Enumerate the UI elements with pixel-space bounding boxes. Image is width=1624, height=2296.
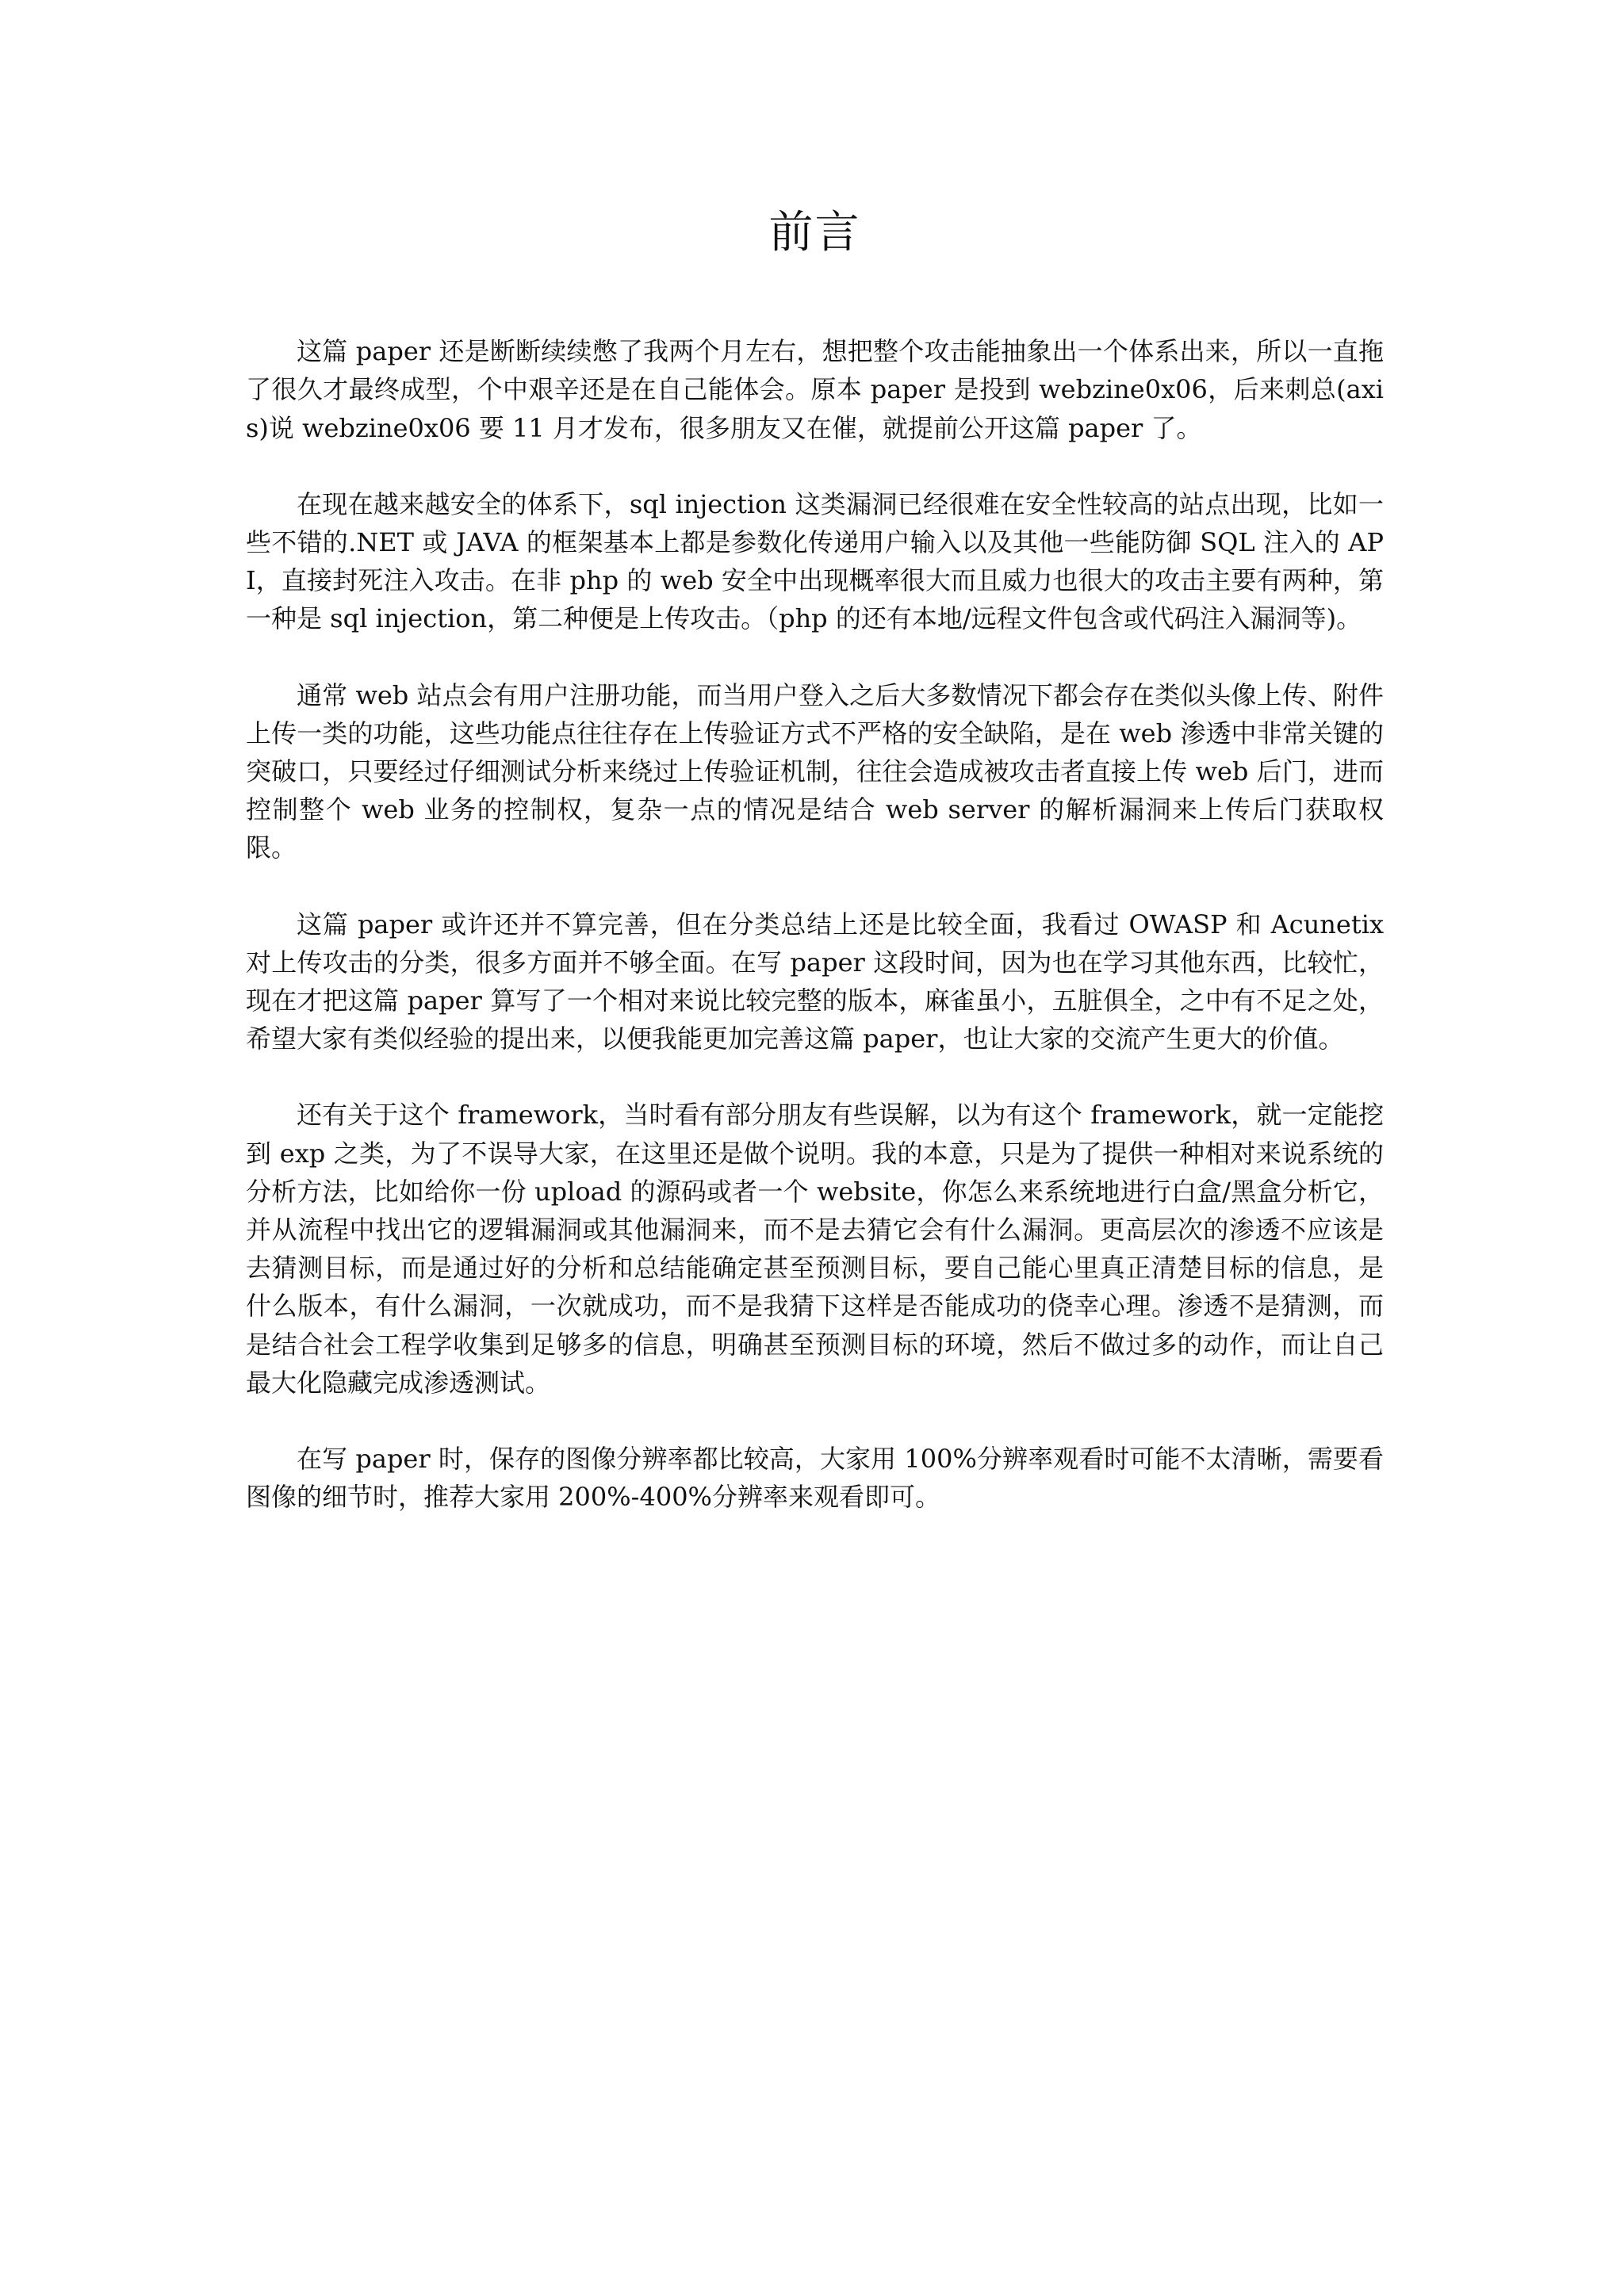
paragraph-3: 通常 web 站点会有用户注册功能，而当用户登入之后大多数情况下都会存在类似头像上传、附件上传一类的功能，这些功能点往往存在上传验证方式不严格的安全缺陷，是在 web 渗透中非常关键的突破口，只要经过仔细测试分析来绕过上传验证机制，往往会造成被攻击者直接上传 web 后门，进而控制整个 web 业务的控制权，复杂一点的情况是结合 web server 的解析漏洞来上传后门获取权限。: [246, 679, 1384, 863]
paragraph-1: 这篇 paper 还是断断续续憋了我两个月左右，想把整个攻击能抽象出一个体系出来，所以一直拖了很久才最终成型，个中艰辛还是在自己能体会。原本 paper 是投到 webzine0x06，后来刺总(axis)说 webzine0x06 要 11 月才发布，很多朋友又在催，就提前公开这篇 paper 了。: [246, 336, 1384, 443]
paragraph-4: 这篇 paper 或许还并不算完善，但在分类总结上还是比较全面，我看过 OWASP 和 Acunetix 对上传攻击的分类，很多方面并不够全面。在写 paper 这段时间，因为也在学习其他东西，比较忙，现在才把这篇 paper 算写了一个相对来说比较完整的版本，麻雀虽小，五脏俱全，之中有不足之处，希望大家有类似经验的提出来，以便我能更加完善这篇 paper，也让大家的交流产生更大的价值。: [246, 909, 1384, 1054]
document-page: [246, 206, 1384, 1554]
paragraph-2: 在现在越来越安全的体系下，sql injection 这类漏洞已经很难在安全性较高的站点出现，比如一些不错的.NET 或 JAVA 的框架基本上都是参数化传递用户输入以及其他一些能防御 SQL 注入的 API，直接封死注入攻击。在非 php 的 web 安全中出现概率很大而且威力也很大的攻击主要有两种，第一种是 sql injection，第二种便是上传攻击。（php 的还有本地/远程文件包含或代码注入漏洞等)。: [246, 488, 1384, 634]
paragraph-5: 还有关于这个 framework，当时看有部分朋友有些误解，以为有这个 framework，就一定能挖到 exp 之类，为了不误导大家，在这里还是做个说明。我的本意，只是为了提供一种相对来说系统的分析方法，比如给你一份 upload 的源码或者一个 website，你怎么来系统地进行白盒/黑盒分析它，并从流程中找出它的逻辑漏洞或其他漏洞来，而不是去猜它会有什么漏洞。更高层次的渗透不应该是去猜测目标，而是通过好的分析和总结能确定甚至预测目标，要自己能心里真正清楚目标的信息，是什么版本，有什么漏洞，一次就成功，而不是我猜下这样是否能成功的侥幸心理。渗透不是猜测，而是结合社会工程学收集到足够多的信息，明确甚至预测目标的环境，然后不做过多的动作，而让自己最大化隐藏完成渗透测试。: [246, 1100, 1384, 1398]
page-title: 前言: [768, 207, 861, 258]
paragraph-6: 在写 paper 时，保存的图像分辨率都比较高，大家用 100%分辨率观看时可能不太清晰，需要看图像的细节时，推荐大家用 200%-400%分辨率来观看即可。: [246, 1444, 1384, 1513]
